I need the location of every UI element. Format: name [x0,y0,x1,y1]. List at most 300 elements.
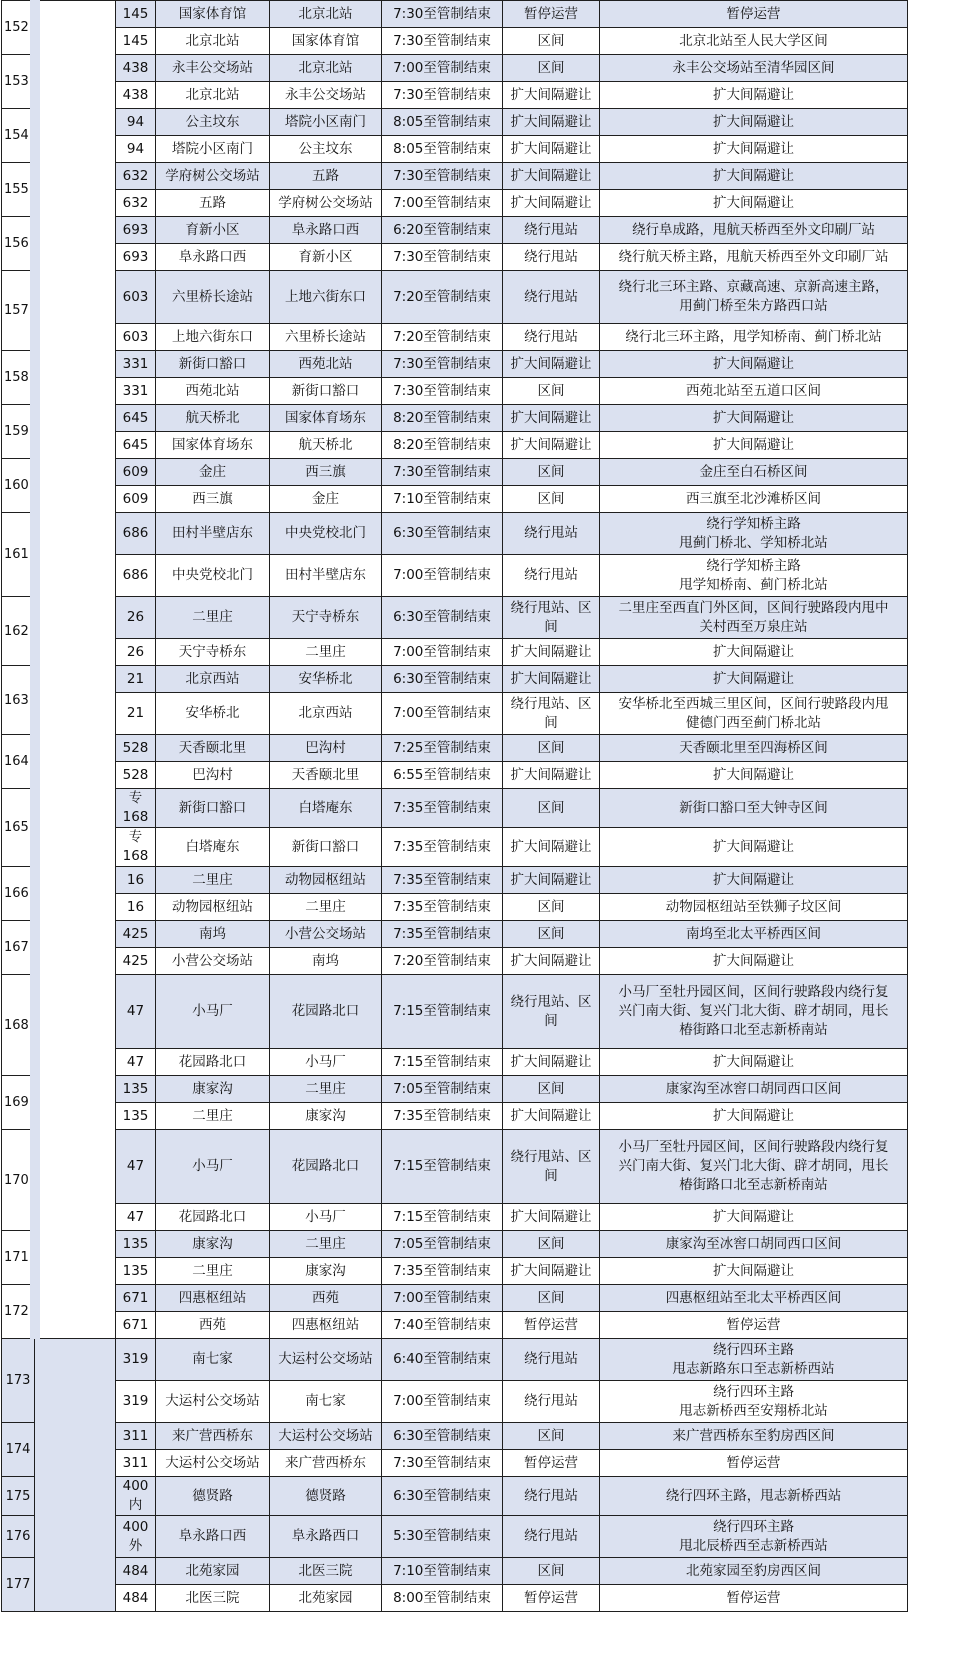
to-cell: 西三旗 [270,459,382,486]
line-cell: 47 [116,1204,156,1231]
time-cell: 7:30至管制结束 [382,28,503,55]
table-row [2,828,908,867]
measure-cell: 区间 [503,921,600,948]
measure-cell: 扩大间隔避让 [503,190,600,217]
from-cell: 六里桥长途站 [156,271,270,324]
seq-cell: 162 [2,597,35,666]
seq-cell: 157 [2,271,35,351]
seq-cell: 171 [2,1231,35,1285]
measure-cell: 暂停运营 [503,1,600,28]
time-cell: 7:15至管制结束 [382,1204,503,1231]
measure-cell: 暂停运营 [503,1450,600,1477]
line-cell: 135 [116,1076,156,1103]
table-row [2,894,908,921]
seq-cell: 176 [2,1516,35,1558]
line-cell: 94 [116,109,156,136]
seq-cell: 165 [2,789,35,867]
to-cell: 西苑 [270,1285,382,1312]
detail-cell: 扩大间隔避让 [600,351,908,378]
time-cell: 7:25至管制结束 [382,735,503,762]
table-row [2,1,908,28]
line-cell: 609 [116,459,156,486]
detail-cell: 小马厂至牡丹园区间，区间行驶路段内绕行复 兴门南大街、复兴门北大街、辟才胡同，甩长 椿街路口北至志新桥南站 [600,975,908,1049]
line-cell: 671 [116,1312,156,1339]
time-cell: 7:35至管制结束 [382,867,503,894]
table-row [2,163,908,190]
line-cell: 16 [116,894,156,921]
line-cell: 145 [116,28,156,55]
from-cell: 动物园枢纽站 [156,894,270,921]
detail-cell: 扩大间隔避让 [600,109,908,136]
table-row [2,1049,908,1076]
line-cell: 693 [116,217,156,244]
from-cell: 白塔庵东 [156,828,270,867]
seq-cell: 155 [2,163,35,217]
from-cell: 国家体育场东 [156,432,270,459]
line-cell: 16 [116,867,156,894]
line-cell: 609 [116,486,156,513]
from-cell: 南七家 [156,1339,270,1381]
time-cell: 7:00至管制结束 [382,1381,503,1423]
table-row [2,351,908,378]
table-row [2,1258,908,1285]
table-row [2,693,908,735]
time-cell: 7:35至管制结束 [382,828,503,867]
time-cell: 7:30至管制结束 [382,1450,503,1477]
table-row [2,975,908,1049]
from-cell: 安华桥北 [156,693,270,735]
detail-cell: 绕行四环主路，甩志新桥西站 [600,1477,908,1516]
time-cell: 7:05至管制结束 [382,1076,503,1103]
to-cell: 巴沟村 [270,735,382,762]
table-row [2,1381,908,1423]
detail-cell: 扩大间隔避让 [600,1204,908,1231]
time-cell: 7:30至管制结束 [382,244,503,271]
measure-cell: 扩大间隔避让 [503,405,600,432]
seq-cell: 154 [2,109,35,163]
table-row [2,762,908,789]
detail-cell: 绕行四环主路 甩志新路东口至志新桥西站 [600,1339,908,1381]
to-cell: 塔院小区南门 [270,109,382,136]
from-cell: 金庄 [156,459,270,486]
time-cell: 7:15至管制结束 [382,1049,503,1076]
measure-cell: 绕行甩站 [503,217,600,244]
to-cell: 北京北站 [270,1,382,28]
table-row [2,28,908,55]
time-cell: 7:15至管制结束 [382,975,503,1049]
measure-cell: 绕行甩站 [503,1339,600,1381]
measure-cell: 扩大间隔避让 [503,666,600,693]
measure-cell: 区间 [503,1423,600,1450]
from-cell: 新街口豁口 [156,789,270,828]
time-cell: 7:30至管制结束 [382,459,503,486]
detail-cell: 扩大间隔避让 [600,1258,908,1285]
measure-cell: 区间 [503,28,600,55]
table-row [2,109,908,136]
time-cell: 6:20至管制结束 [382,217,503,244]
table-row [2,513,908,555]
measure-cell: 绕行甩站 [503,1516,600,1558]
measure-cell: 区间 [503,486,600,513]
detail-cell: 绕行北三环主路，甩学知桥南、蓟门桥北站 [600,324,908,351]
table-row [2,555,908,597]
detail-cell: 扩大间隔避让 [600,1103,908,1130]
measure-cell: 扩大间隔避让 [503,351,600,378]
seq-cell: 156 [2,217,35,271]
time-cell: 7:00至管制结束 [382,693,503,735]
table-row [2,1312,908,1339]
to-cell: 二里庄 [270,639,382,666]
line-cell: 319 [116,1381,156,1423]
from-cell: 南坞 [156,921,270,948]
measure-cell: 扩大间隔避让 [503,639,600,666]
table-row [2,666,908,693]
detail-cell: 南坞至北太平桥西区间 [600,921,908,948]
time-cell: 7:30至管制结束 [382,351,503,378]
time-cell: 6:55至管制结束 [382,762,503,789]
to-cell: 新街口豁口 [270,378,382,405]
from-cell: 北苑家园 [156,1558,270,1585]
from-cell: 二里庄 [156,1103,270,1130]
from-cell: 北京北站 [156,82,270,109]
detail-cell: 康家沟至冰窖口胡同西口区间 [600,1231,908,1258]
measure-cell: 扩大间隔避让 [503,432,600,459]
measure-cell: 区间 [503,1285,600,1312]
line-cell: 145 [116,1,156,28]
table-row [2,789,908,828]
detail-cell: 暂停运营 [600,1450,908,1477]
table-row [2,432,908,459]
table-row [2,1285,908,1312]
table-row [2,378,908,405]
time-cell: 7:30至管制结束 [382,378,503,405]
line-cell: 686 [116,513,156,555]
measure-cell: 暂停运营 [503,1585,600,1612]
table-row [2,1339,908,1381]
table-row [2,597,908,639]
table-row [2,405,908,432]
to-cell: 康家沟 [270,1258,382,1285]
bus-adjustment-table [1,0,908,1612]
line-cell: 26 [116,597,156,639]
measure-cell: 扩大间隔避让 [503,82,600,109]
measure-cell: 扩大间隔避让 [503,762,600,789]
detail-cell: 扩大间隔避让 [600,163,908,190]
seq-cell: 163 [2,666,35,735]
to-cell: 花园路北口 [270,975,382,1049]
line-cell: 632 [116,190,156,217]
table-row [2,190,908,217]
seq-cell: 166 [2,867,35,921]
line-cell: 603 [116,271,156,324]
time-cell: 7:20至管制结束 [382,324,503,351]
to-cell: 南七家 [270,1381,382,1423]
table-row [2,867,908,894]
from-cell: 二里庄 [156,597,270,639]
to-cell: 小马厂 [270,1204,382,1231]
table-row [2,1204,908,1231]
line-cell: 135 [116,1231,156,1258]
measure-cell: 扩大间隔避让 [503,828,600,867]
from-cell: 西苑 [156,1312,270,1339]
table-row [2,1558,908,1585]
time-cell: 8:05至管制结束 [382,136,503,163]
to-cell: 航天桥北 [270,432,382,459]
measure-cell: 扩大间隔避让 [503,1204,600,1231]
line-cell: 21 [116,693,156,735]
detail-cell: 北京北站至人民大学区间 [600,28,908,55]
table-row [2,217,908,244]
measure-cell: 扩大间隔避让 [503,1103,600,1130]
seq-cell: 152 [2,1,35,55]
seq-cell: 174 [2,1423,35,1477]
measure-cell: 区间 [503,459,600,486]
from-cell: 二里庄 [156,867,270,894]
time-cell: 8:20至管制结束 [382,405,503,432]
to-cell: 中央党校北门 [270,513,382,555]
from-cell: 德贤路 [156,1477,270,1516]
from-cell: 小马厂 [156,975,270,1049]
line-cell: 专168 [116,828,156,867]
measure-cell: 绕行甩站 [503,271,600,324]
to-cell: 四惠枢纽站 [270,1312,382,1339]
detail-cell: 绕行航天桥主路，甩航天桥西至外文印刷厂站 [600,244,908,271]
to-cell: 小营公交场站 [270,921,382,948]
measure-cell: 绕行甩站 [503,1381,600,1423]
detail-cell: 暂停运营 [600,1312,908,1339]
to-cell: 阜永路口西 [270,217,382,244]
measure-cell: 扩大间隔避让 [503,109,600,136]
line-cell: 425 [116,948,156,975]
time-cell: 7:35至管制结束 [382,1103,503,1130]
line-cell: 484 [116,1558,156,1585]
measure-cell: 绕行甩站 [503,244,600,271]
line-cell: 693 [116,244,156,271]
measure-cell: 扩大间隔避让 [503,1258,600,1285]
line-cell: 645 [116,405,156,432]
table-row [2,1423,908,1450]
seq-cell: 161 [2,513,35,597]
line-cell: 438 [116,55,156,82]
from-cell: 北京西站 [156,666,270,693]
time-cell: 7:30至管制结束 [382,1,503,28]
line-cell: 331 [116,351,156,378]
time-cell: 8:00至管制结束 [382,1585,503,1612]
line-cell: 311 [116,1450,156,1477]
detail-cell: 扩大间隔避让 [600,867,908,894]
table-row [2,1103,908,1130]
detail-cell: 绕行四环主路 甩北辰桥西至志新桥西站 [600,1516,908,1558]
detail-cell: 暂停运营 [600,1,908,28]
measure-cell: 暂停运营 [503,1312,600,1339]
from-cell: 公主坟东 [156,109,270,136]
from-cell: 康家沟 [156,1076,270,1103]
from-cell: 塔院小区南门 [156,136,270,163]
detail-cell: 扩大间隔避让 [600,82,908,109]
from-cell: 中央党校北门 [156,555,270,597]
table-row [2,1477,908,1516]
from-cell: 巴沟村 [156,762,270,789]
measure-cell: 扩大间隔避让 [503,867,600,894]
from-cell: 北医三院 [156,1585,270,1612]
measure-cell: 区间 [503,378,600,405]
from-cell: 阜永路口西 [156,1516,270,1558]
detail-cell: 四惠枢纽站至北太平桥西区间 [600,1285,908,1312]
time-cell: 7:35至管制结束 [382,894,503,921]
detail-cell: 扩大间隔避让 [600,432,908,459]
line-cell: 21 [116,666,156,693]
line-cell: 135 [116,1103,156,1130]
to-cell: 二里庄 [270,894,382,921]
time-cell: 6:30至管制结束 [382,1423,503,1450]
detail-cell: 扩大间隔避让 [600,666,908,693]
from-cell: 学府树公交场站 [156,163,270,190]
detail-cell: 扩大间隔避让 [600,639,908,666]
to-cell: 学府树公交场站 [270,190,382,217]
line-cell: 671 [116,1285,156,1312]
table-row [2,1450,908,1477]
detail-cell: 永丰公交场站至清华园区间 [600,55,908,82]
line-cell: 528 [116,762,156,789]
seq-cell: 173 [2,1339,35,1423]
time-cell: 7:10至管制结束 [382,486,503,513]
detail-cell: 暂停运营 [600,1585,908,1612]
to-cell: 国家体育场东 [270,405,382,432]
to-cell: 南坞 [270,948,382,975]
to-cell: 北苑家园 [270,1585,382,1612]
to-cell: 金庄 [270,486,382,513]
to-cell: 阜永路西口 [270,1516,382,1558]
to-cell: 来广营西桥东 [270,1450,382,1477]
from-cell: 田村半壁店东 [156,513,270,555]
time-cell: 7:20至管制结束 [382,948,503,975]
detail-cell: 北苑家园至豹房西区间 [600,1558,908,1585]
time-cell: 6:30至管制结束 [382,597,503,639]
time-cell: 7:35至管制结束 [382,789,503,828]
to-cell: 国家体育馆 [270,28,382,55]
to-cell: 大运村公交场站 [270,1339,382,1381]
time-cell: 7:00至管制结束 [382,555,503,597]
detail-cell: 扩大间隔避让 [600,136,908,163]
time-cell: 8:05至管制结束 [382,109,503,136]
table-body [2,1,908,1612]
detail-cell: 扩大间隔避让 [600,190,908,217]
seq-cell: 170 [2,1130,35,1231]
table-row [2,1076,908,1103]
line-cell: 528 [116,735,156,762]
from-cell: 阜永路口西 [156,244,270,271]
district-cell [35,1339,116,1612]
seq-cell: 164 [2,735,35,789]
to-cell: 德贤路 [270,1477,382,1516]
measure-cell: 扩大间隔避让 [503,136,600,163]
time-cell: 7:30至管制结束 [382,163,503,190]
time-cell: 7:30至管制结束 [382,82,503,109]
seq-cell: 158 [2,351,35,405]
from-cell: 二里庄 [156,1258,270,1285]
from-cell: 北京北站 [156,28,270,55]
seq-cell: 160 [2,459,35,513]
from-cell: 四惠枢纽站 [156,1285,270,1312]
from-cell: 大运村公交场站 [156,1450,270,1477]
district-cell [35,1,116,1339]
from-cell: 航天桥北 [156,405,270,432]
time-cell: 7:15至管制结束 [382,1130,503,1204]
to-cell: 小马厂 [270,1049,382,1076]
to-cell: 育新小区 [270,244,382,271]
time-cell: 7:00至管制结束 [382,639,503,666]
seq-cell: 153 [2,55,35,109]
line-cell: 专168 [116,789,156,828]
time-cell: 6:40至管制结束 [382,1339,503,1381]
to-cell: 永丰公交场站 [270,82,382,109]
measure-cell: 扩大间隔避让 [503,1049,600,1076]
measure-cell: 区间 [503,1558,600,1585]
line-cell: 135 [116,1258,156,1285]
table-row [2,324,908,351]
line-cell: 47 [116,1049,156,1076]
line-cell: 438 [116,82,156,109]
detail-cell: 绕行四环主路 甩志新桥西至安翔桥北站 [600,1381,908,1423]
detail-cell: 康家沟至冰窖口胡同西口区间 [600,1076,908,1103]
detail-cell: 扩大间隔避让 [600,948,908,975]
from-cell: 来广营西桥东 [156,1423,270,1450]
detail-cell: 扩大间隔避让 [600,405,908,432]
from-cell: 花园路北口 [156,1049,270,1076]
table-row [2,1585,908,1612]
to-cell: 白塔庵东 [270,789,382,828]
time-cell: 5:30至管制结束 [382,1516,503,1558]
detail-cell: 扩大间隔避让 [600,1049,908,1076]
from-cell: 小营公交场站 [156,948,270,975]
from-cell: 育新小区 [156,217,270,244]
line-cell: 603 [116,324,156,351]
measure-cell: 区间 [503,55,600,82]
detail-cell: 安华桥北至西城三里区间，区间行驶路段内甩 健德门西至蓟门桥北站 [600,693,908,735]
table-row [2,735,908,762]
time-cell: 7:20至管制结束 [382,271,503,324]
time-cell: 6:30至管制结束 [382,513,503,555]
time-cell: 7:00至管制结束 [382,55,503,82]
measure-cell: 绕行甩站 [503,513,600,555]
to-cell: 二里庄 [270,1076,382,1103]
from-cell: 花园路北口 [156,1204,270,1231]
seq-cell: 175 [2,1477,35,1516]
detail-cell: 扩大间隔避让 [600,762,908,789]
detail-cell: 绕行学知桥主路 甩蓟门桥北、学知桥北站 [600,513,908,555]
to-cell: 康家沟 [270,1103,382,1130]
line-cell: 47 [116,975,156,1049]
table-row [2,244,908,271]
table-row [2,948,908,975]
table-row [2,1516,908,1558]
time-cell: 7:00至管制结束 [382,190,503,217]
table-row [2,82,908,109]
to-cell: 天香颐北里 [270,762,382,789]
table-row [2,459,908,486]
time-cell: 6:30至管制结束 [382,666,503,693]
seq-cell: 168 [2,975,35,1076]
table-row [2,486,908,513]
from-cell: 国家体育馆 [156,1,270,28]
line-cell: 319 [116,1339,156,1381]
detail-cell: 扩大间隔避让 [600,828,908,867]
line-cell: 94 [116,136,156,163]
to-cell: 田村半壁店东 [270,555,382,597]
seq-cell: 159 [2,405,35,459]
to-cell: 五路 [270,163,382,190]
table-row [2,1130,908,1204]
